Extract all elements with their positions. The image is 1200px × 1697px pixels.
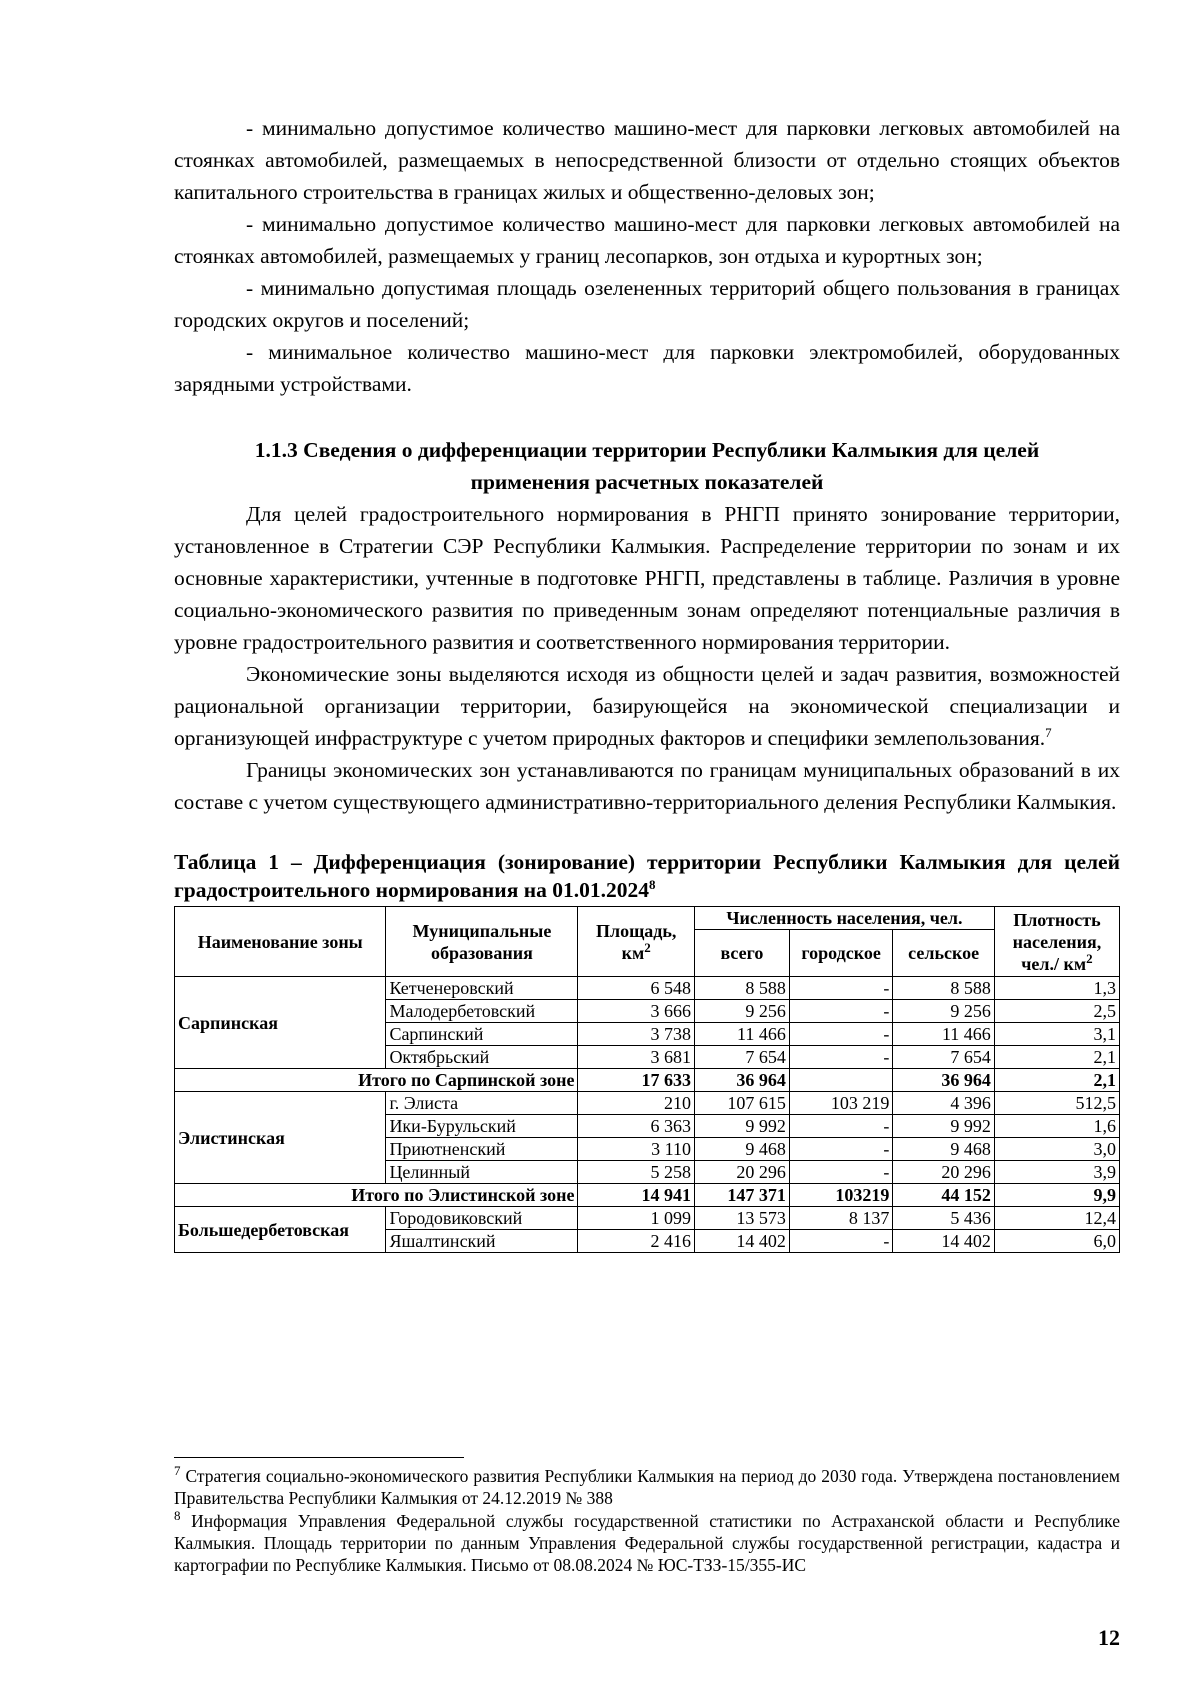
zone-total-label: Итого по Сарпинской зоне — [175, 1069, 578, 1092]
total-density-cell: 2,1 — [994, 1069, 1119, 1092]
header-area: Площадь, $км^2$ — [578, 907, 695, 977]
total-urban-cell — [789, 1069, 893, 1092]
zone-name-cell: Сарпинская — [175, 977, 386, 1069]
area-cell: 3 681 — [578, 1046, 695, 1069]
paragraph-zoning: Для целей градостроительного нормирования в РНГП принято зонирование территории, установленное в Стратегии СЭР Республики Калмыкия. Распределение территории по зонам и их основные характеристики, учтенные в подготовке РНГП, представлены в таблице. Различия в уровне социально-экономического развития по приведенным зонам определяют потенциальные различия в уровне градостроительного развития и соответственного нормирования территории. — [174, 502, 1120, 654]
total-area-cell: 14 941 — [578, 1184, 695, 1207]
pop-urban-cell: - — [789, 1230, 893, 1253]
zoning-table — [174, 906, 1120, 1253]
pop-total-cell: 20 296 — [694, 1161, 789, 1184]
table-row — [175, 977, 1120, 1000]
table-header-row — [175, 907, 1120, 930]
pop-urban-cell: - — [789, 1161, 893, 1184]
footnote-7-text: Стратегия социально-экономического развития Республики Калмыкия на период до 2030 года. Утверждена постановлением Правительства Республики Калмыкия от 24.12.2019 № 388 — [174, 1466, 1120, 1508]
table-body — [175, 977, 1120, 1253]
header-density: Плотность населения, чел./ $км^2$ — [994, 907, 1119, 977]
municipality-cell: Городовиковский — [386, 1207, 578, 1230]
pop-total-cell: 11 466 — [694, 1023, 789, 1046]
municipality-cell: Яшалтинский — [386, 1230, 578, 1253]
table-caption-text: Таблица 1 – Дифференциация (зонирование) территории Республики Калмыкия для целей градостроительного нормирования на 01.01.2024 — [174, 850, 1120, 902]
pop-total-cell: 9 256 — [694, 1000, 789, 1023]
header-pop-total: всего — [694, 930, 789, 977]
area-cell: 6 363 — [578, 1115, 695, 1138]
document-page — [174, 112, 1120, 1253]
total-density-cell: 9,9 — [994, 1184, 1119, 1207]
pop-urban-cell: - — [789, 1000, 893, 1023]
table-total-row — [175, 1184, 1120, 1207]
pop-total-cell: 107 615 — [694, 1092, 789, 1115]
page-number: 12 — [1098, 1625, 1120, 1650]
pop-rural-cell: 4 396 — [893, 1092, 994, 1115]
density-cell: 2,1 — [994, 1046, 1119, 1069]
header-pop-urban: городское — [789, 930, 893, 977]
footnote-separator — [174, 1457, 464, 1458]
municipality-cell: Кетченеровский — [386, 977, 578, 1000]
total-rural-cell: 36 964 — [893, 1069, 994, 1092]
pop-rural-cell: 7 654 — [893, 1046, 994, 1069]
pop-urban-cell: - — [789, 1115, 893, 1138]
area-cell: 1 099 — [578, 1207, 695, 1230]
section-heading-line2: применения расчетных показателей — [470, 470, 824, 494]
pop-rural-cell: 11 466 — [893, 1023, 994, 1046]
zone-total-label: Итого по Элистинской зоне — [175, 1184, 578, 1207]
pop-total-cell: 14 402 — [694, 1230, 789, 1253]
footnote-ref-7[interactable]: 7 — [1045, 724, 1052, 740]
municipality-cell: Целинный — [386, 1161, 578, 1184]
header-zone: Наименование зоны — [175, 907, 386, 977]
pop-total-cell: 7 654 — [694, 1046, 789, 1069]
pop-rural-cell: 5 436 — [893, 1207, 994, 1230]
paragraph-economic-zones-text: Экономические зоны выделяются исходя из общности целей и задач развития, возможностей рациональной организации территории, базирующейся на экономической специализации и организующей инфраструктуре с учетом природных факторов и специфики землепользования. — [174, 662, 1120, 750]
density-cell: 1,3 — [994, 977, 1119, 1000]
pop-rural-cell: 20 296 — [893, 1161, 994, 1184]
table-row — [175, 1207, 1120, 1230]
table-total-row — [175, 1069, 1120, 1092]
total-area-cell: 17 633 — [578, 1069, 695, 1092]
pop-total-cell: 13 573 — [694, 1207, 789, 1230]
table-row — [175, 1092, 1120, 1115]
density-cell: 3,9 — [994, 1161, 1119, 1184]
bullet-green-areas: - минимально допустимая площадь озелененных территорий общего пользования в границах городских округов и поселений; — [174, 276, 1120, 332]
pop-urban-cell: - — [789, 1138, 893, 1161]
footnote-ref-8[interactable]: 8 — [648, 876, 656, 892]
paragraph-economic-zones — [174, 658, 1120, 754]
pop-rural-cell: 9 256 — [893, 1000, 994, 1023]
area-cell: 3 110 — [578, 1138, 695, 1161]
density-cell: 512,5 — [994, 1092, 1119, 1115]
header-pop-rural: сельское — [893, 930, 994, 977]
pop-rural-cell: 14 402 — [893, 1230, 994, 1253]
pop-total-cell: 9 468 — [694, 1138, 789, 1161]
bullet-ev-parking: - минимальное количество машино-мест для парковки электромобилей, оборудованных зарядными устройствами. — [174, 340, 1120, 396]
area-cell: 6 548 — [578, 977, 695, 1000]
density-cell: 2,5 — [994, 1000, 1119, 1023]
pop-rural-cell: 9 992 — [893, 1115, 994, 1138]
total-total-cell: 147 371 — [694, 1184, 789, 1207]
table-caption — [174, 848, 1120, 904]
area-cell: 3 738 — [578, 1023, 695, 1046]
total-rural-cell: 44 152 — [893, 1184, 994, 1207]
total-urban-cell: 103219 — [789, 1184, 893, 1207]
pop-urban-cell: 103 219 — [789, 1092, 893, 1115]
bullet-parking-parks: - минимально допустимое количество машино-мест для парковки легковых автомобилей на стоянках автомобилей, размещаемых у границ лесопарков, зон отдыха и курортных зон; — [174, 212, 1120, 268]
total-total-cell: 36 964 — [694, 1069, 789, 1092]
pop-rural-cell: 9 468 — [893, 1138, 994, 1161]
footnote-7: $^7$ Стратегия социально-экономического развития Республики Калмыкия на период до 2030 года. Утверждена постановлением Правительства Республики Калмыкия от 24.12.2019 № 388 — [174, 1463, 1120, 1508]
municipality-cell: Октябрьский — [386, 1046, 578, 1069]
density-cell: 12,4 — [994, 1207, 1119, 1230]
zone-name-cell: Элистинская — [175, 1092, 386, 1184]
zone-name-cell: Большедербетовская — [175, 1207, 386, 1253]
footnote-8: $^8$ Информация Управления Федеральной службы государственной статистики по Астраханской области и Республике Калмыкия. Площадь территории по данным Управления Федеральной службы государственной регистрации, кадастра и картографии по Республике Калмыкия. Письмо от 08.08.2024 № ЮС-ТЗЗ-15/355-ИС — [174, 1508, 1121, 1575]
header-municipality: Муниципальные образования — [386, 907, 578, 977]
header-population: Численность населения, чел. — [694, 907, 994, 930]
municipality-cell: Приютненский — [386, 1138, 578, 1161]
pop-urban-cell: 8 137 — [789, 1207, 893, 1230]
pop-urban-cell: - — [789, 1046, 893, 1069]
section-heading-line1: 1.1.3 Сведения о дифференциации территории Республики Калмыкия для целей — [254, 438, 1040, 462]
area-cell: 3 666 — [578, 1000, 695, 1023]
area-cell: 5 258 — [578, 1161, 695, 1184]
density-cell: 1,6 — [994, 1115, 1119, 1138]
pop-total-cell: 8 588 — [694, 977, 789, 1000]
density-cell: 3,0 — [994, 1138, 1119, 1161]
area-cell: 2 416 — [578, 1230, 695, 1253]
bullet-parking-business: - минимально допустимое количество машино-мест для парковки легковых автомобилей на стоянках автомобилей, размещаемых в непосредственной близости от отдельно стоящих объектов капитального строительства в границах жилых и общественно-деловых зон; — [174, 116, 1120, 204]
municipality-cell: Ики-Бурульский — [386, 1115, 578, 1138]
pop-rural-cell: 8 588 — [893, 977, 994, 1000]
pop-urban-cell: - — [789, 977, 893, 1000]
density-cell: 6,0 — [994, 1230, 1119, 1253]
paragraph-zone-borders: Границы экономических зон устанавливаются по границам муниципальных образований в их составе с учетом существующего административно-территориального деления Республики Калмыкия. — [174, 758, 1120, 814]
municipality-cell: Сарпинский — [386, 1023, 578, 1046]
municipality-cell: г. Элиста — [386, 1092, 578, 1115]
area-cell: 210 — [578, 1092, 695, 1115]
municipality-cell: Малодербетовский — [386, 1000, 578, 1023]
pop-total-cell: 9 992 — [694, 1115, 789, 1138]
pop-urban-cell: - — [789, 1023, 893, 1046]
density-cell: 3,1 — [994, 1023, 1119, 1046]
section-heading — [174, 434, 1120, 498]
footnote-8-text: Информация Управления Федеральной службы государственной статистики по Астраханской области и Республике Калмыкия. Площадь территории по данным Управления Федеральной службы государственной регистрации, кадастра и картографии по Республике Калмыкия. Письмо от 08.08.2024 № ЮС-ТЗЗ-15/355-ИС — [174, 1511, 1121, 1575]
